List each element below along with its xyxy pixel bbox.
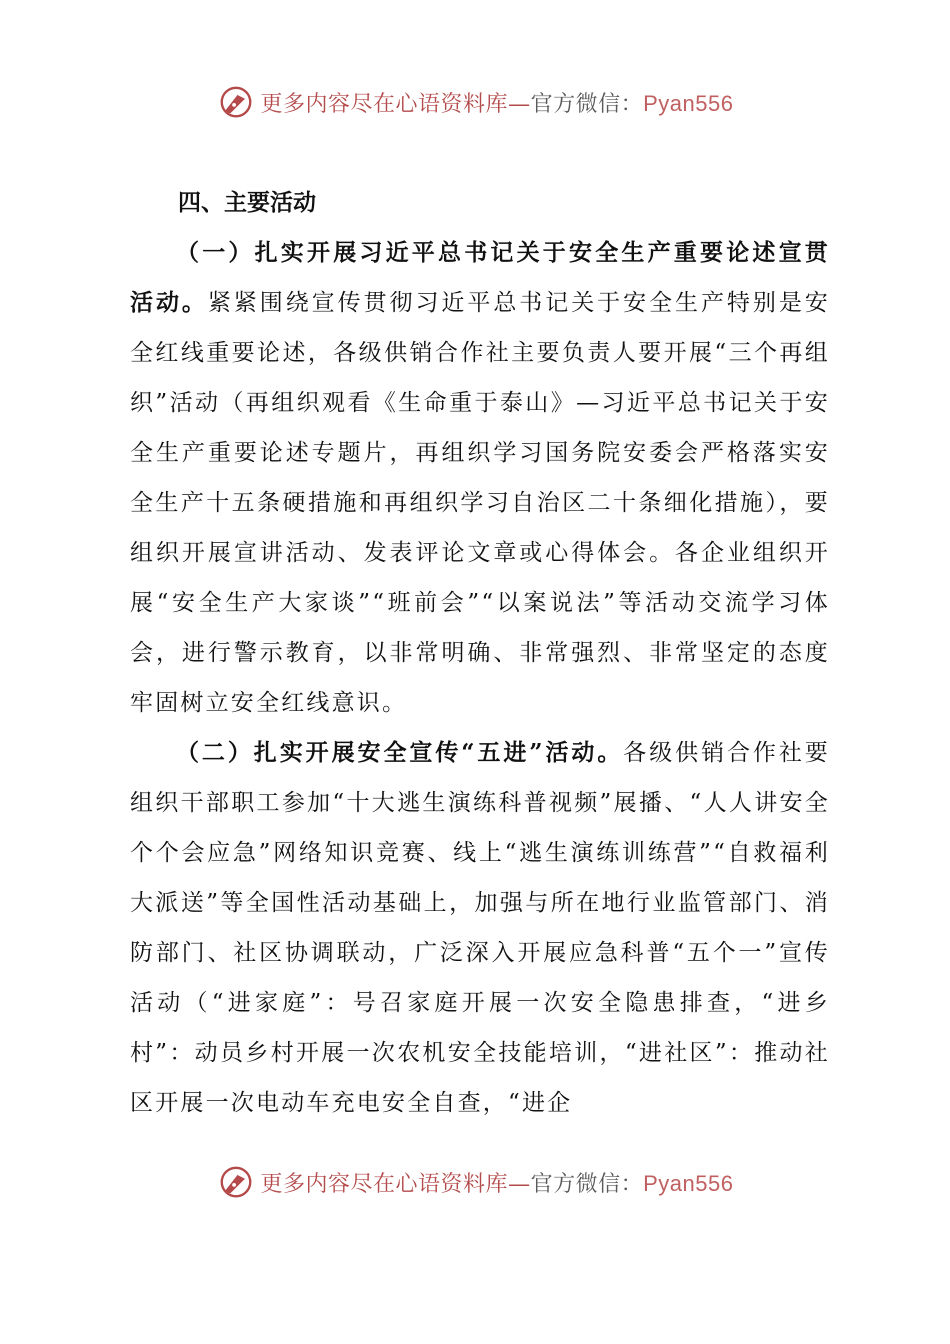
header-banner — [0, 80, 950, 124]
banner-wechat-id: Pyan556 — [643, 1170, 734, 1196]
banner-wechat-label: 官方微信： — [530, 91, 644, 117]
banner-wechat-id: Pyan556 — [643, 90, 734, 116]
section-title: 四、主要活动 — [178, 189, 316, 216]
document-body — [130, 178, 830, 1128]
paragraph-1 — [130, 228, 830, 728]
banner-wechat-label: 官方微信： — [530, 1171, 644, 1197]
paragraph-1-body: 紧紧围绕宣传贯彻习近平总书记关于安全生产特别是安全红线重要论述，各级供销合作社主要负责人要开展“三个再组织”活动（再组织观看《生命重于泰山》—习近平总书记关于安全生产重要论述专题片，再组织学习国务院安委会严格落实安全生产十五条硬措施和再组织学习自治区二十条细化措施），要组织开展宣讲活动、发表评论文章或心得体会。各企业组织开展“安全生产大家谈”“班前会”“以案说法”等活动交流学习体会，进行警示教育，以非常明确、非常强烈、非常坚定的态度牢固树立安全红线意识。 — [130, 290, 830, 716]
banner-dash: — — [508, 1171, 531, 1197]
pen-nib-logo-icon — [217, 1163, 255, 1201]
banner-promo-text: 更多内容尽在心语资料库 — [260, 91, 509, 117]
paragraph-1-heading: （一）扎实开展习近平总书记关于安全生产重要论述宣贯活动。 — [130, 239, 830, 316]
footer-banner — [0, 1160, 950, 1204]
paragraph-2-heading: （二）扎实开展安全宣传“五进”活动。 — [176, 739, 624, 766]
paragraph-2-body: 各级供销合作社要组织干部职工参加“十大逃生演练科普视频”展播、“人人讲安全个个会应急”网络知识竞赛、线上“逃生演练训练营”“自救福利大派送”等全国性活动基础上，加强与所在地行业监管部门、消防部门、社区协调联动，广泛深入开展应急科普“五个一”宣传活动（“进家庭”：号召家庭开展一次安全隐患排查，“进乡村”：动员乡村开展一次农机安全技能培训，“进社区”：推动社区开展一次电动车充电安全自查，“进企 — [130, 740, 830, 1116]
pen-nib-logo-icon — [217, 83, 255, 121]
banner-dash: — — [508, 91, 531, 117]
banner-promo-text: 更多内容尽在心语资料库 — [260, 1171, 509, 1197]
paragraph-2 — [130, 728, 830, 1128]
